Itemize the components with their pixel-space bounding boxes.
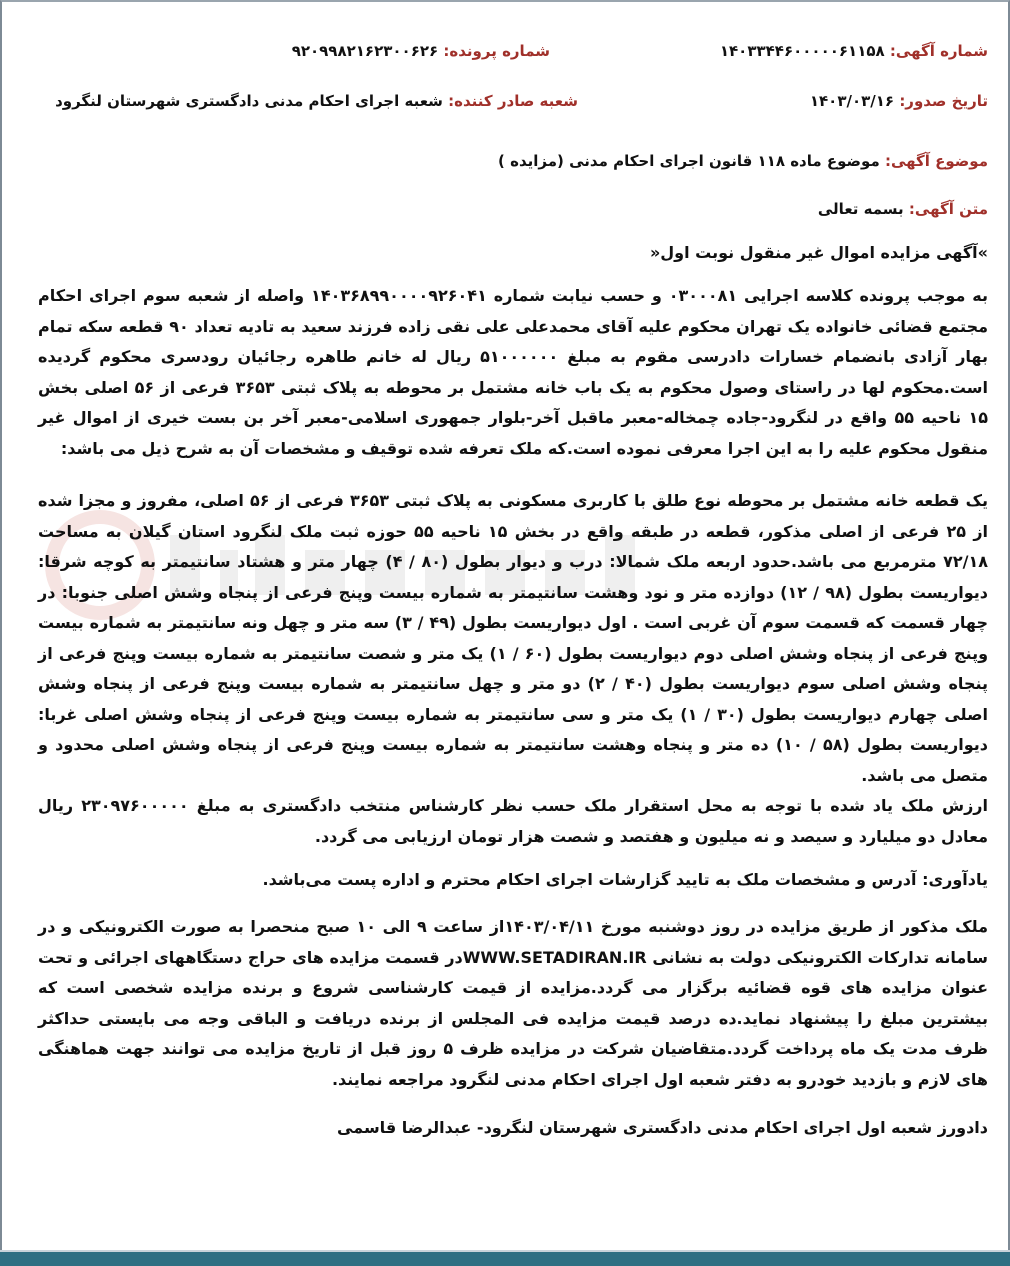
ad-number-label: شماره آگهی:: [889, 42, 988, 60]
notice-title: »آگهی مزایده اموال غیر منقول نوبت اول«: [649, 243, 988, 262]
paragraph-4: ملک مذکور از طریق مزایده در روز دوشنبه مورخ ۱۴۰۳/۰۴/۱۱از ساعت ۹ الی ۱۰ صبح منحصرا به صورت الکترونیکی و در سامانه تدارکات الکترونیکی دولت به نشانی WWW.SETADIRAN.IRدر قسمت مزایده های حراج دستگاههای اجرائی و تحت عنوان مزایده های قوه قضائیه برگزار می گردد.مزایده از قیمت کارشناسی شروع و برنده مزایده شخصی است که بیشترین مبلغ را پیشنهاد نماید.ده درصد قیمت مزایده فی المجلس از برنده دریافت و الباقی وجه می بایستی حداکثر ظرف مدت یک ماه پرداخت گردد.متقاضیان شرکت در مزایده ظرف ۵ روز قبل از تاریخ مزایده می توانند جهت هماهنگی های لازم و بازدید خودرو به دفتر شعبه اول اجرای احکام مدنی لنگرود مراجعه نمایند.: [38, 917, 989, 1089]
signature: دادورز شعبه اول اجرای احکام مدنی دادگستری شهرستان لنگرود- عبدالرضا قاسمی: [337, 1118, 988, 1137]
subject-value: موضوع ماده ۱۱۸ قانون اجرای احکام مدنی (مزایده ): [498, 152, 880, 170]
footer-bar: [0, 1252, 1010, 1266]
ad-number: [720, 42, 988, 60]
case-number-value: ۹۲۰۹۹۸۲۱۶۲۳۰۰۶۲۶: [291, 42, 439, 60]
issue-date-label: تاریخ صدور:: [899, 92, 988, 110]
issue-date: [810, 92, 988, 110]
ad-number-value: ۱۴۰۳۳۴۴۶۰۰۰۰۰۶۱۱۵۸: [719, 42, 885, 60]
text-heading: [818, 200, 988, 218]
subject: [498, 152, 988, 170]
paragraph-1: به موجب پرونده کلاسه اجرایی ۰۳۰۰۰۸۱ و حسب نیابت شماره ۱۴۰۳۶۸۹۹۰۰۰۰۹۲۶۰۴۱ واصله از شعبه سوم اجرای احکام مجتمع قضائی خانواده یک تهران محکوم علیه آقای محمدعلی علی نقی زاده فرزند سعید به تادیه تعداد ۹۰ قطعه سکه تمام بهار آزادی بانضمام خسارات دادرسی مقوم به مبلغ ۵۱۰۰۰۰۰۰ ریال له خانم طاهره رجائیان رودسری محکوم گردیده است.محکوم لها در راستای وصول محکوم به یک باب خانه مشتمل بر محوطه به پلاک ثبتی ۳۶۵۳ فرعی از ۵۶ اصلی بخش ۱۵ ناحیه ۵۵ واقع در لنگرود-جاده چمخاله-معبر ماقبل آخر-بلوار جمهوری اسلامی-معبر آخر بن بست خیری از اموال غیر منقول محکوم علیه را به این اجرا معرفی نموده است.که ملک تعرفه شده توقیف و مشخصات آن به شرح ذیل می باشد:: [38, 286, 989, 458]
text-start: بسمه تعالی: [817, 200, 904, 218]
case-number: [292, 42, 550, 60]
case-number-label: شماره پرونده:: [443, 42, 550, 60]
reminder: یادآوری: آدرس و مشخصات ملک به تایید گزارشات اجرای احکام محترم و اداره پست می‌باشد.: [262, 870, 988, 889]
paragraph-3: ارزش ملک یاد شده با توجه به محل استقرار ملک حسب نظر کارشناس منتخب دادگستری به مبلغ ۲۳۰۹۷۶۰۰۰۰۰ ریال معادل دو میلیارد و سیصد و نه میلیون و هفتصد و شصت هزار تومان ارزیابی می گردد.: [38, 796, 988, 846]
subject-label: موضوع آگهی:: [884, 152, 988, 170]
issuer: [55, 92, 578, 110]
issuer-value: شعبه اجرای احکام مدنی دادگستری شهرستان لنگرود: [55, 92, 443, 110]
text-label: متن آگهی:: [908, 200, 988, 218]
issuer-label: شعبه صادر کننده:: [448, 92, 578, 110]
paragraph-2: یک قطعه خانه مشتمل بر محوطه نوع طلق با کاربری مسکونی به پلاک ثبتی ۳۶۵۳ فرعی از ۵۶ اصلی، مفروز و مجزا شده از ۲۵ فرعی از اصلی مذکور، قطعه در طبقه واقع در بخش ۱۵ ناحیه ۵۵ حوزه ثبت ملک لنگرود استان گیلان به مساحت ۷۲/۱۸ مترمربع می باشد.حدود اربعه ملک شمالا: درب و دیوار بطول (۸۰ / ۴) چهار متر و هشتاد سانتیمتر به کوچه شرقا: دیواریست بطول (۹۸ / ۱۲) دوازده متر و نود وهشت سانتیمتر به شماره بیست وپنج فرعی از پنجاه وشش اصلی جنوبا: در چهار قسمت که قسمت سوم آن غربی است . اول دیواریست بطول (۴۹ / ۳) سه متر و چهل ونه سانتیمتر به شماره بیست وپنج فرعی از پنجاه وشش اصلی دوم دیواریست بطول (۶۰ / ۱) یک متر و شصت سانتیمتر به شماره بیست وپنج فرعی از پنجاه وشش اصلی سوم دیواریست بطول (۴۰ / ۲) دو متر و چهل سانتیمتر به شماره بیست وپنج فرعی از پنجاه وشش اصلی چهارم دیواریست بطول (۳۰ / ۱) یک متر و سی سانتیمتر به شماره بیست وپنج فرعی از پنجاه وشش اصلی غربا: دیواریست بطول (۵۸ / ۱۰) ده متر و پنجاه وهشت سانتیمتر به شماره بیست وپنج فرعی از پنجاه وشش اصلی محدود و متصل می باشد.: [38, 491, 989, 785]
issue-date-value: ۱۴۰۳/۰۳/۱۶: [809, 92, 895, 110]
